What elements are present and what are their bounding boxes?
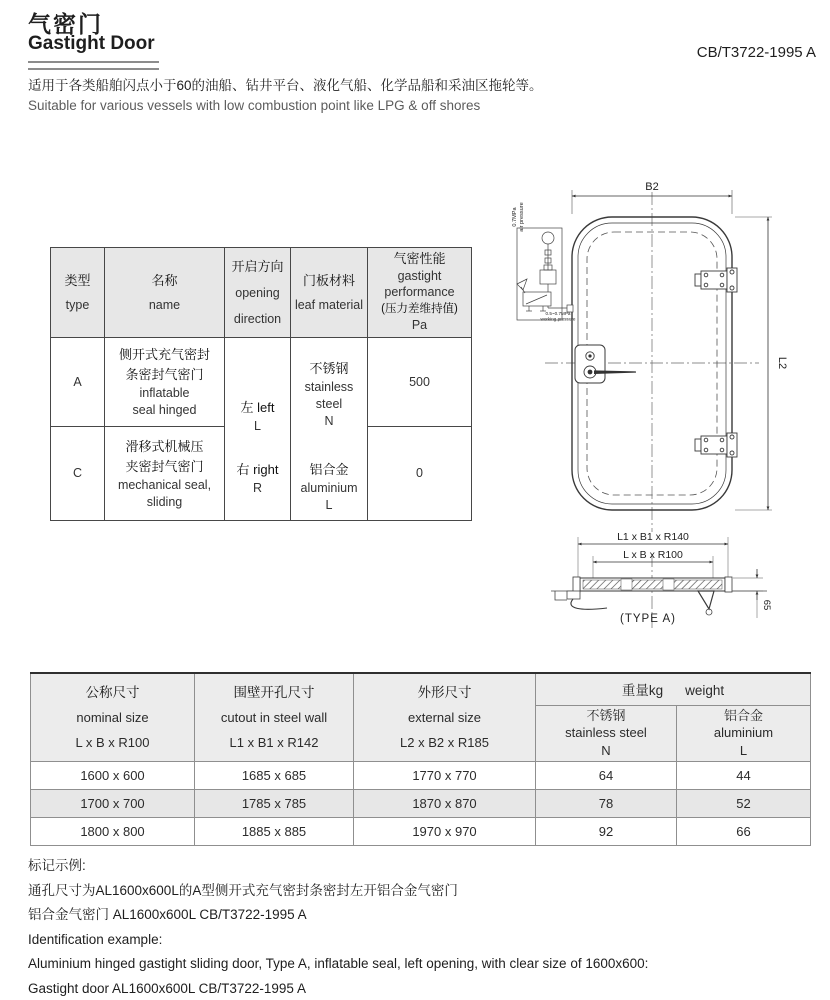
hinge-top	[695, 268, 737, 292]
intro-text-chinese: 适用于各类船舶闪点小于60的油船、钻井平台、液化气船、化学品船和采油区拖轮等。	[28, 78, 543, 93]
spec-row-a-type: A	[51, 338, 105, 427]
cell-alu-1700: 52	[677, 789, 811, 817]
spec-row-a-name-en2: seal hinged	[132, 403, 197, 417]
cell-external-1800: 1970 x 970	[354, 817, 536, 845]
cell-nominal-1700: 1700 x 700	[31, 789, 195, 817]
spec-header-type-en: type	[65, 297, 90, 312]
size-alu-zh: 铝合金	[724, 707, 764, 723]
air-pressure-value: 0.7MPa	[512, 207, 518, 227]
spec-row-a	[51, 338, 472, 427]
spec-header-leaf-en: leaf material	[294, 297, 364, 312]
spec-header-perf-en2: performance	[384, 285, 455, 300]
size-header-external	[354, 673, 536, 761]
spec-header-opening-en1: opening	[235, 285, 280, 300]
size-alu-code: L	[739, 742, 748, 758]
handle-lever	[594, 370, 636, 374]
size-external-formula: L2 x B2 x R185	[400, 734, 489, 750]
size-row-1700	[31, 789, 811, 817]
opening-right-code: R	[252, 481, 263, 495]
l2-dimension-label: L2	[776, 356, 788, 370]
door-centerlines	[545, 192, 759, 628]
size-header-cutout	[195, 673, 354, 761]
section-view	[551, 531, 772, 625]
leaf-alu-en: aluminium	[300, 480, 358, 495]
spec-header-perf-unit: Pa	[411, 318, 428, 333]
size-header-weight	[536, 673, 811, 705]
working-pressure-value: 0.5~0.7MPa	[545, 311, 571, 316]
handle-assembly	[575, 345, 636, 383]
leaf-steel-en: stainless steel	[304, 379, 354, 411]
spec-row-a-name-en1: inflatable	[139, 386, 190, 400]
section-handle-lever	[571, 599, 607, 609]
size-cutout-formula: L1 x B1 x R142	[229, 734, 319, 750]
page-title-english: Gastight Door	[28, 33, 155, 54]
spec-header-type	[51, 248, 105, 338]
hinge-bottom	[695, 433, 737, 457]
cell-cutout-1700: 1785 x 785	[195, 789, 354, 817]
spec-header-opening-en2: direction	[233, 311, 282, 326]
size-row-1600	[31, 761, 811, 789]
size-steel-en: stainless steel	[565, 725, 647, 741]
size-nominal-formula: L x B x R100	[75, 734, 150, 750]
size-header-alu	[677, 705, 811, 761]
opening-option-left	[225, 399, 290, 435]
size-header-steel	[536, 705, 677, 761]
size-alu-en: aluminium	[713, 725, 774, 741]
spec-row-a-name-zh1: 侧开式充气密封	[118, 347, 210, 362]
cell-cutout-1800: 1885 x 885	[195, 817, 354, 845]
working-pressure-label	[541, 311, 576, 322]
leaf-steel-zh: 不锈钢	[309, 360, 349, 376]
l2-dimension	[735, 217, 788, 510]
spec-leaf-cell	[291, 338, 368, 521]
spec-header-leaf-zh: 门板材料	[302, 272, 355, 288]
spec-header-leaf	[291, 248, 368, 338]
opening-left-code: L	[254, 419, 261, 433]
spec-header-name-en: name	[148, 297, 181, 312]
b2-dimension-label: B2	[645, 181, 659, 193]
title-underline	[28, 61, 159, 70]
example-line2-zh: 铝合金气密门 AL1600x600L CB/T3722-1995 A	[28, 907, 307, 922]
size-table	[30, 672, 811, 846]
air-pressure-label	[512, 202, 525, 232]
size-nominal-zh: 公称尺寸	[85, 684, 140, 700]
spec-header-type-zh: 类型	[64, 272, 91, 288]
example-label-zh: 标记示例:	[28, 858, 86, 873]
spec-row-a-name-zh2: 条密封气密门	[125, 367, 204, 382]
technical-drawing	[495, 160, 825, 665]
cell-cutout-1600: 1685 x 685	[195, 761, 354, 789]
leaf-alu-zh: 铝合金	[309, 461, 349, 477]
spec-opening-cell	[225, 338, 291, 521]
size-steel-code: N	[601, 742, 611, 758]
spec-header-row	[51, 248, 472, 338]
leaf-option-aluminium	[291, 460, 367, 514]
size-nominal-en: nominal size	[76, 709, 149, 725]
size-weight-zh: 重量kg	[621, 683, 664, 699]
cell-steel-1800: 92	[536, 817, 677, 845]
cell-alu-1600: 44	[677, 761, 811, 789]
size-external-zh: 外形尺寸	[417, 684, 472, 700]
page-title-chinese: 气密门	[28, 11, 103, 37]
size-weight-en: weight	[685, 683, 725, 699]
spec-header-name-zh: 名称	[151, 272, 178, 288]
size-external-en: external size	[408, 709, 481, 725]
spec-row-c-name-en1: mechanical seal,	[117, 477, 212, 492]
leaf-steel-code: N	[324, 413, 334, 428]
example-line2-en: Gastight door AL1600x600L CB/T3722-1995 A	[28, 980, 306, 996]
intro-text-english: Suitable for various vessels with low combustion point like LPG & off shores	[28, 98, 481, 113]
standard-code: CB/T3722-1995 A	[696, 44, 816, 61]
spec-header-performance	[368, 248, 472, 338]
air-pressure-text: air pressure	[519, 202, 525, 232]
spec-table	[50, 247, 472, 521]
pneumatic-schematic	[517, 228, 573, 320]
example-line1-zh: 通孔尺寸为AL1600x600L的A型侧开式充气密封条密封左开铝合金气密门	[28, 882, 458, 898]
example-label-en: Identification example:	[28, 931, 163, 947]
size-steel-zh: 不锈钢	[586, 707, 626, 723]
example-line1-en: Aluminium hinged gastight sliding door, Type A, inflatable seal, left opening, with clear size of 1600x600:	[28, 956, 649, 971]
spec-row-c-name-en2: sliding	[146, 494, 183, 509]
cell-nominal-1800: 1800 x 800	[31, 817, 195, 845]
working-pressure-text: working pressure	[540, 316, 576, 322]
spec-row-c-name	[105, 427, 225, 521]
leaf-alu-code: L	[325, 497, 333, 512]
cell-alu-1800: 66	[677, 817, 811, 845]
spec-row-c-perf: 0	[368, 427, 472, 521]
leaf-option-steel	[291, 359, 367, 430]
spec-header-opening	[225, 248, 291, 338]
cell-external-1600: 1770 x 770	[354, 761, 536, 789]
section-handle-housing	[567, 591, 580, 599]
opening-option-right	[225, 461, 290, 497]
size-row-1800	[31, 817, 811, 845]
cell-nominal-1600: 1600 x 600	[31, 761, 195, 789]
size-header-row1	[31, 673, 811, 705]
spec-header-perf-en1: gastight	[397, 268, 442, 283]
size-header-nominal	[31, 673, 195, 761]
lb-dimension-label: L x B x R100	[623, 549, 683, 561]
spec-row-a-perf: 500	[368, 338, 472, 427]
spec-row-c-name-zh2: 夹密封气密门	[125, 458, 204, 474]
dim-65-label: 65	[761, 599, 772, 611]
cell-steel-1600: 64	[536, 761, 677, 789]
spec-row-c-name-zh1: 滑移式机械压	[125, 438, 204, 454]
type-a-label: (TYPE A)	[620, 613, 676, 625]
opening-right-label: 右 right	[236, 462, 279, 477]
identification-example-block	[28, 854, 648, 1000]
cell-steel-1700: 78	[536, 789, 677, 817]
spec-row-a-name	[105, 338, 225, 427]
spec-row-c-type: C	[51, 427, 105, 521]
cell-external-1700: 1870 x 870	[354, 789, 536, 817]
spec-header-perf-zh: 气密性能	[393, 251, 446, 267]
size-cutout-zh: 围壁开孔尺寸	[233, 684, 315, 700]
l1b1-dimension-label: L1 x B1 x R140	[617, 531, 689, 543]
spec-header-perf-zh2: (压力差维持值)	[381, 302, 458, 315]
size-cutout-en: cutout in steel wall	[220, 709, 328, 725]
spec-header-opening-zh: 开启方向	[231, 258, 284, 274]
opening-left-label: 左 left	[240, 400, 275, 415]
section-hinge-bracket	[698, 591, 714, 609]
spec-header-name	[105, 248, 225, 338]
